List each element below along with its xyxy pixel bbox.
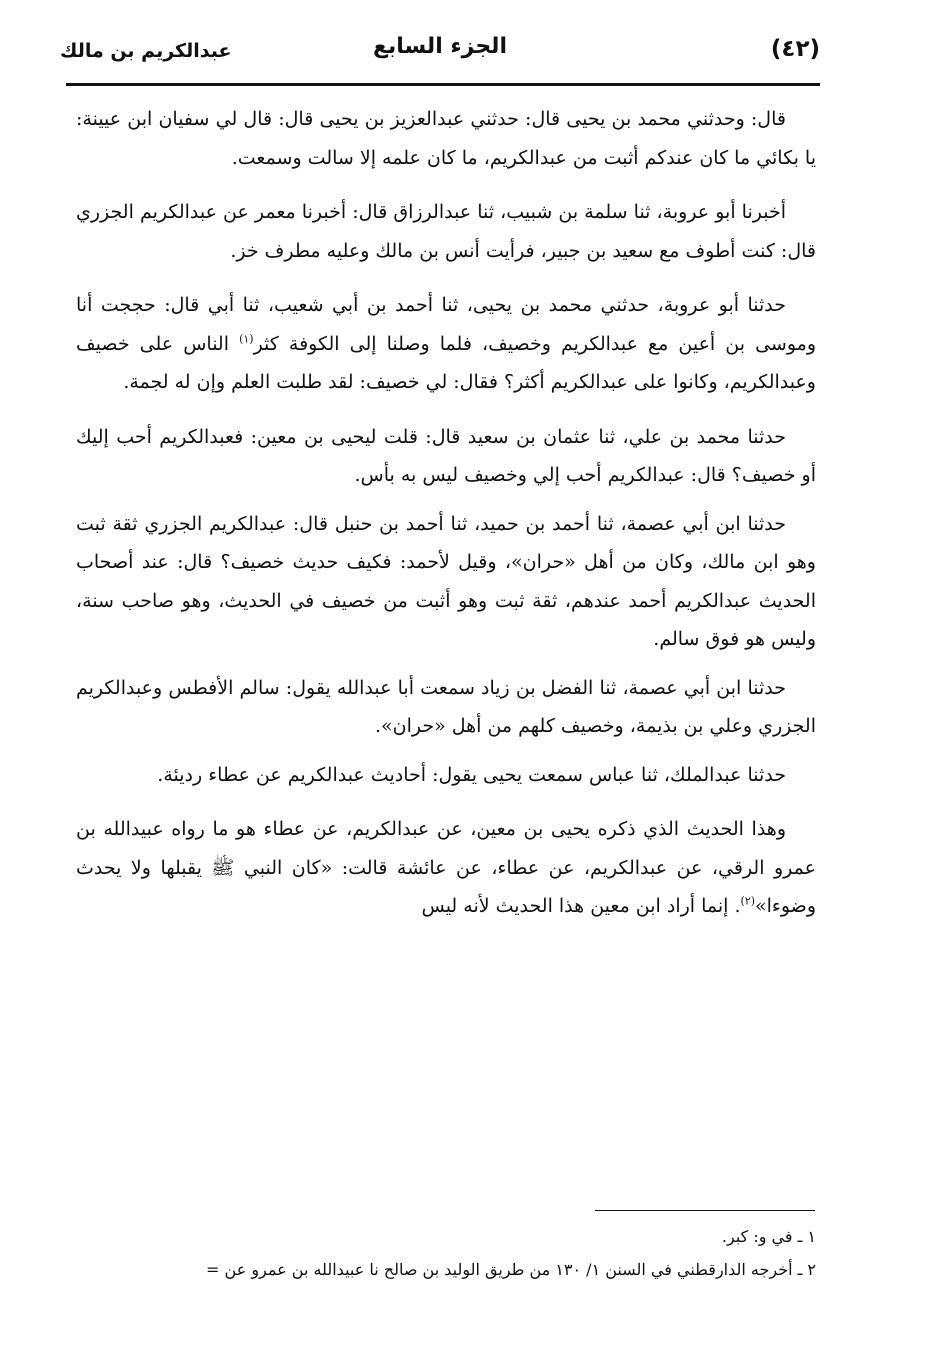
paragraph-8 <box>76 810 816 926</box>
paragraph-8-text-before: وهذا الحديث الذي ذكره يحيى بن معين، عن عبدالكريم، عن عطاء هو ما رواه عبيدالله بن عمرو الرقي، عن عبدالكريم، عن عطاء، عن عائشة قالت: «كان النبي ﷺ يقبلها ولا يحدث وضوءا» <box>76 818 816 917</box>
page-number: (٤٢) <box>770 36 820 62</box>
footnote-ref-2: (٢) <box>740 894 756 908</box>
footnotes <box>76 1220 816 1286</box>
paragraph-6: حدثنا ابن أبي عصمة، ثنا الفضل بن زياد سمعت أبا عبدالله يقول: سالم الأفطس وعبدالكريم الجزري وعلي بن بذيمة، وخصيف كلهم من أهل «حران». <box>76 676 816 737</box>
paragraph-3-text-before: حدثنا أبو عروبة، حدثني محمد بن يحيى، ثنا أحمد بن أبي شعيب، ثنا أبي قال: حججت أنا وموسى بن أعين مع عبدالكريم وخصيف، فلما وصلنا إلى الكوفة كثر <box>76 294 816 355</box>
paragraph-3 <box>76 286 816 402</box>
part-title: الجزء السابع <box>373 34 507 59</box>
header-rule <box>66 83 820 86</box>
paragraph-4: حدثنا محمد بن علي، ثنا عثمان بن سعيد قال: قلت ليحيى بن معين: فعبدالكريم أحب إليك أو خصيف؟ قال: عبدالكريم أحب إلي وخصيف ليس به بأس. <box>76 425 816 486</box>
paragraph-5: حدثنا ابن أبي عصمة، ثنا أحمد بن حميد، ثنا أحمد بن حنبل قال: عبدالكريم الجزري ثقة ثبت وهو ابن مالك، وكان من أهل «حران»، وقيل لأحمد: فكيف حديث خصيف؟ قال: عند أصحاب الحديث عبدالكريم أحمد عندهم، ثقة ثبت وهو أثبت من خصيف في الحديث، وهو صاحب سنة، وليس هو فوق سالم. <box>76 512 816 650</box>
footnote-1: ١ ـ في و: كبر. <box>721 1227 816 1246</box>
footnote-2: ٢ ـ أخرجه الدارقطني في السنن ١/ ١٣٠ من طريق الوليد بن صالح نا عبيدالله بن عمرو عن = <box>206 1260 816 1279</box>
body-text <box>76 100 816 936</box>
paragraph-7: حدثنا عبدالملك، ثنا عباس سمعت يحيى يقول: أحاديث عبدالكريم عن عطاء رديئة. <box>157 763 786 786</box>
footnote-rule <box>595 1210 815 1211</box>
page-header <box>60 30 820 80</box>
running-head: عبدالكريم بن مالك <box>60 40 232 62</box>
paragraph-8-text-after: . إنما أراد ابن معين هذا الحديث لأنه ليس <box>421 895 741 917</box>
paragraph-1: قال: وحدثني محمد بن يحيى قال: حدثني عبدالعزيز بن يحيى قال: قال لي سفيان ابن عيينة: يا بكائي ما كان عندكم أثبت من عبدالكريم، ما كان علمه إلا سالت وسمعت. <box>76 108 816 169</box>
paragraph-2: أخبرنا أبو عروبة، ثنا سلمة بن شبيب، ثنا عبدالرزاق قال: أخبرنا معمر عن عبدالكريم الجزري قال: كنت أطوف مع سعيد بن جبير، فرأيت أنس بن مالك وعليه مطرف خز. <box>76 201 816 262</box>
paragraph-3-text-after: الناس على خصيف وعبدالكريم، وكانوا على عبدالكريم أكثر؟ فقال: لي خصيف: لقد طلبت العلم وإن له لجمة. <box>76 332 816 393</box>
footnote-ref-1: (١) <box>239 332 254 346</box>
